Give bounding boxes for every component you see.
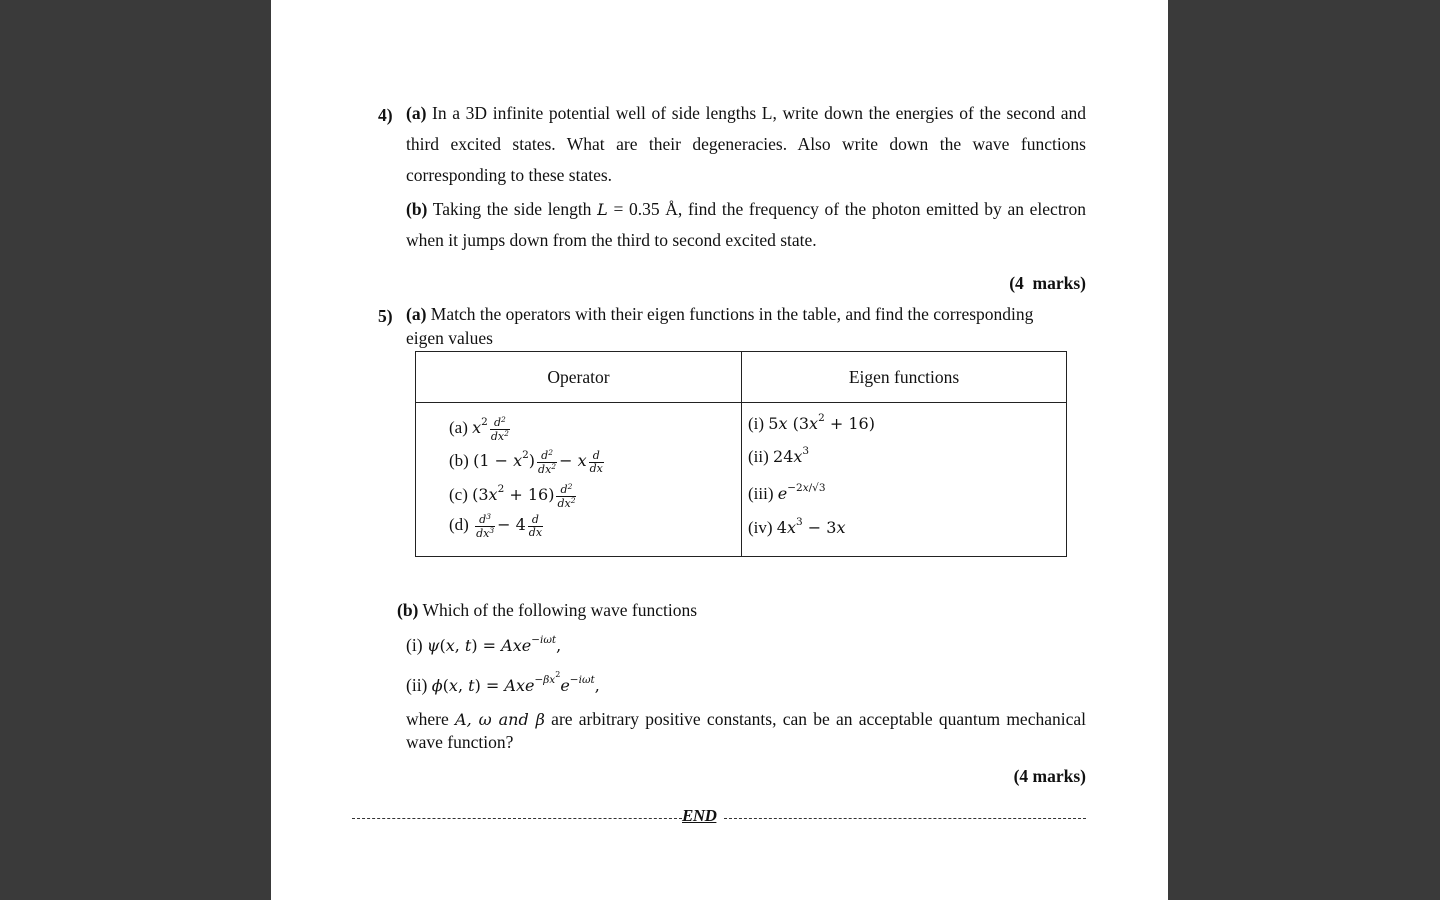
eigenfunction-ii-label: (ii): [748, 447, 769, 466]
eigenfunction-i-label: (i): [748, 414, 765, 433]
q4b-line-1: [406, 201, 1086, 219]
wave-function-ii: (ii) ϕ(x, $t) = Axe^{-\beta x^2}e^{-i\omega t}$,: [406, 670, 600, 695]
q4a-text-1: In a 3D infinite potential well of side lengths L, write down the energies of the second and: [432, 103, 1086, 123]
question-4-number: 4): [378, 105, 393, 125]
eigenfunction-i: (i) 5x $(3x^2 + 16)$: [748, 412, 875, 433]
q5b-tag: (b): [397, 600, 419, 620]
where-vars: A, ω and β: [455, 710, 545, 729]
where-post: are arbitrary positive constants, can be an acceptable quantum mechanical: [551, 709, 1086, 729]
q4a-line-2: third excited states. What are their degeneracies. Also write down the wave functions: [406, 134, 1086, 154]
q5a-text-1: Match the operators with their eigen functions in the table, and find the corresponding: [430, 304, 1034, 324]
operator-d-label: (d): [449, 514, 469, 534]
operator-c: (c) $(3x^2 + 16)$ $\frac{d^2}{dx^2}$: [449, 482, 576, 510]
divider-line-right: [724, 818, 1086, 819]
q5b-where-line-2: wave function?: [406, 732, 514, 752]
operator-a: (a) $x^2$ $\frac{d^2}{dx^2}$: [449, 415, 509, 443]
wave-function-i-label: (i): [406, 635, 423, 655]
end-label: END: [682, 806, 717, 825]
table-header-operator: Operator: [416, 352, 742, 403]
exam-page: [271, 0, 1168, 900]
eigenfunction-iii: (iii) $e^{-2x/√3}$: [748, 482, 826, 503]
eigenfunction-iv-label: (iv): [748, 518, 773, 537]
q4b-tag: (b): [406, 199, 428, 219]
q4b-text-pre: Taking the side length: [432, 199, 592, 219]
operator-cell: [416, 403, 742, 557]
q4b-var-L: L: [597, 200, 608, 219]
end-divider: [352, 806, 1086, 824]
eigenfunction-cell: [742, 403, 1067, 557]
q4b-eq: = 0.35 Å,: [613, 199, 683, 219]
operator-c-label: (c): [449, 484, 468, 504]
divider-line-left: [352, 818, 682, 819]
q5a-line-1: [406, 306, 1033, 324]
operator-d: (d) $\frac{d^3}{dx^3}$ − 4 $\frac{d}{dx}$: [449, 512, 543, 540]
q5b-line-1: [397, 602, 697, 620]
operator-a-label: (a): [449, 417, 468, 437]
q4a-tag: (a): [406, 103, 427, 123]
eigenfunction-iv: (iv) $4x^3 - 3x$: [748, 516, 846, 537]
operator-b: (b) $(1 - x^2)$ $\frac{d^2}{dx^2}$ − x $\frac{d}{dx}$: [449, 448, 603, 476]
eigenfunction-ii: (ii) $24x^3$: [748, 445, 810, 466]
q4b-text-post: find the frequency of the photon emitted by an electron: [687, 199, 1087, 219]
where-pre: where: [406, 709, 449, 729]
eigenfunction-iii-label: (iii): [748, 484, 774, 503]
q4b-line-2: when it jumps down from the third to second excited state.: [406, 230, 817, 250]
operator-b-label: (b): [449, 450, 469, 470]
q4-marks: (4 marks): [1009, 273, 1086, 293]
q5a-tag: (a): [406, 304, 427, 324]
wave-function-ii-label: (ii): [406, 675, 428, 695]
q4a-line-3: corresponding to these states.: [406, 165, 613, 185]
q5-marks: (4 marks): [1013, 766, 1086, 786]
q5b-text-1: Which of the following wave functions: [422, 600, 698, 620]
table-header-eigen-functions: Eigen functions: [742, 352, 1067, 403]
q5a-line-2: eigen values: [406, 328, 493, 348]
q4a-line-1: [406, 105, 1086, 123]
operator-eigenfunction-table: [415, 351, 1067, 557]
wave-function-i: (i) ψ(x, t) = Axe$^{-i\omega t}$,: [406, 634, 562, 655]
q5b-where-line-1: [406, 711, 1086, 729]
question-5-number: 5): [378, 306, 393, 326]
